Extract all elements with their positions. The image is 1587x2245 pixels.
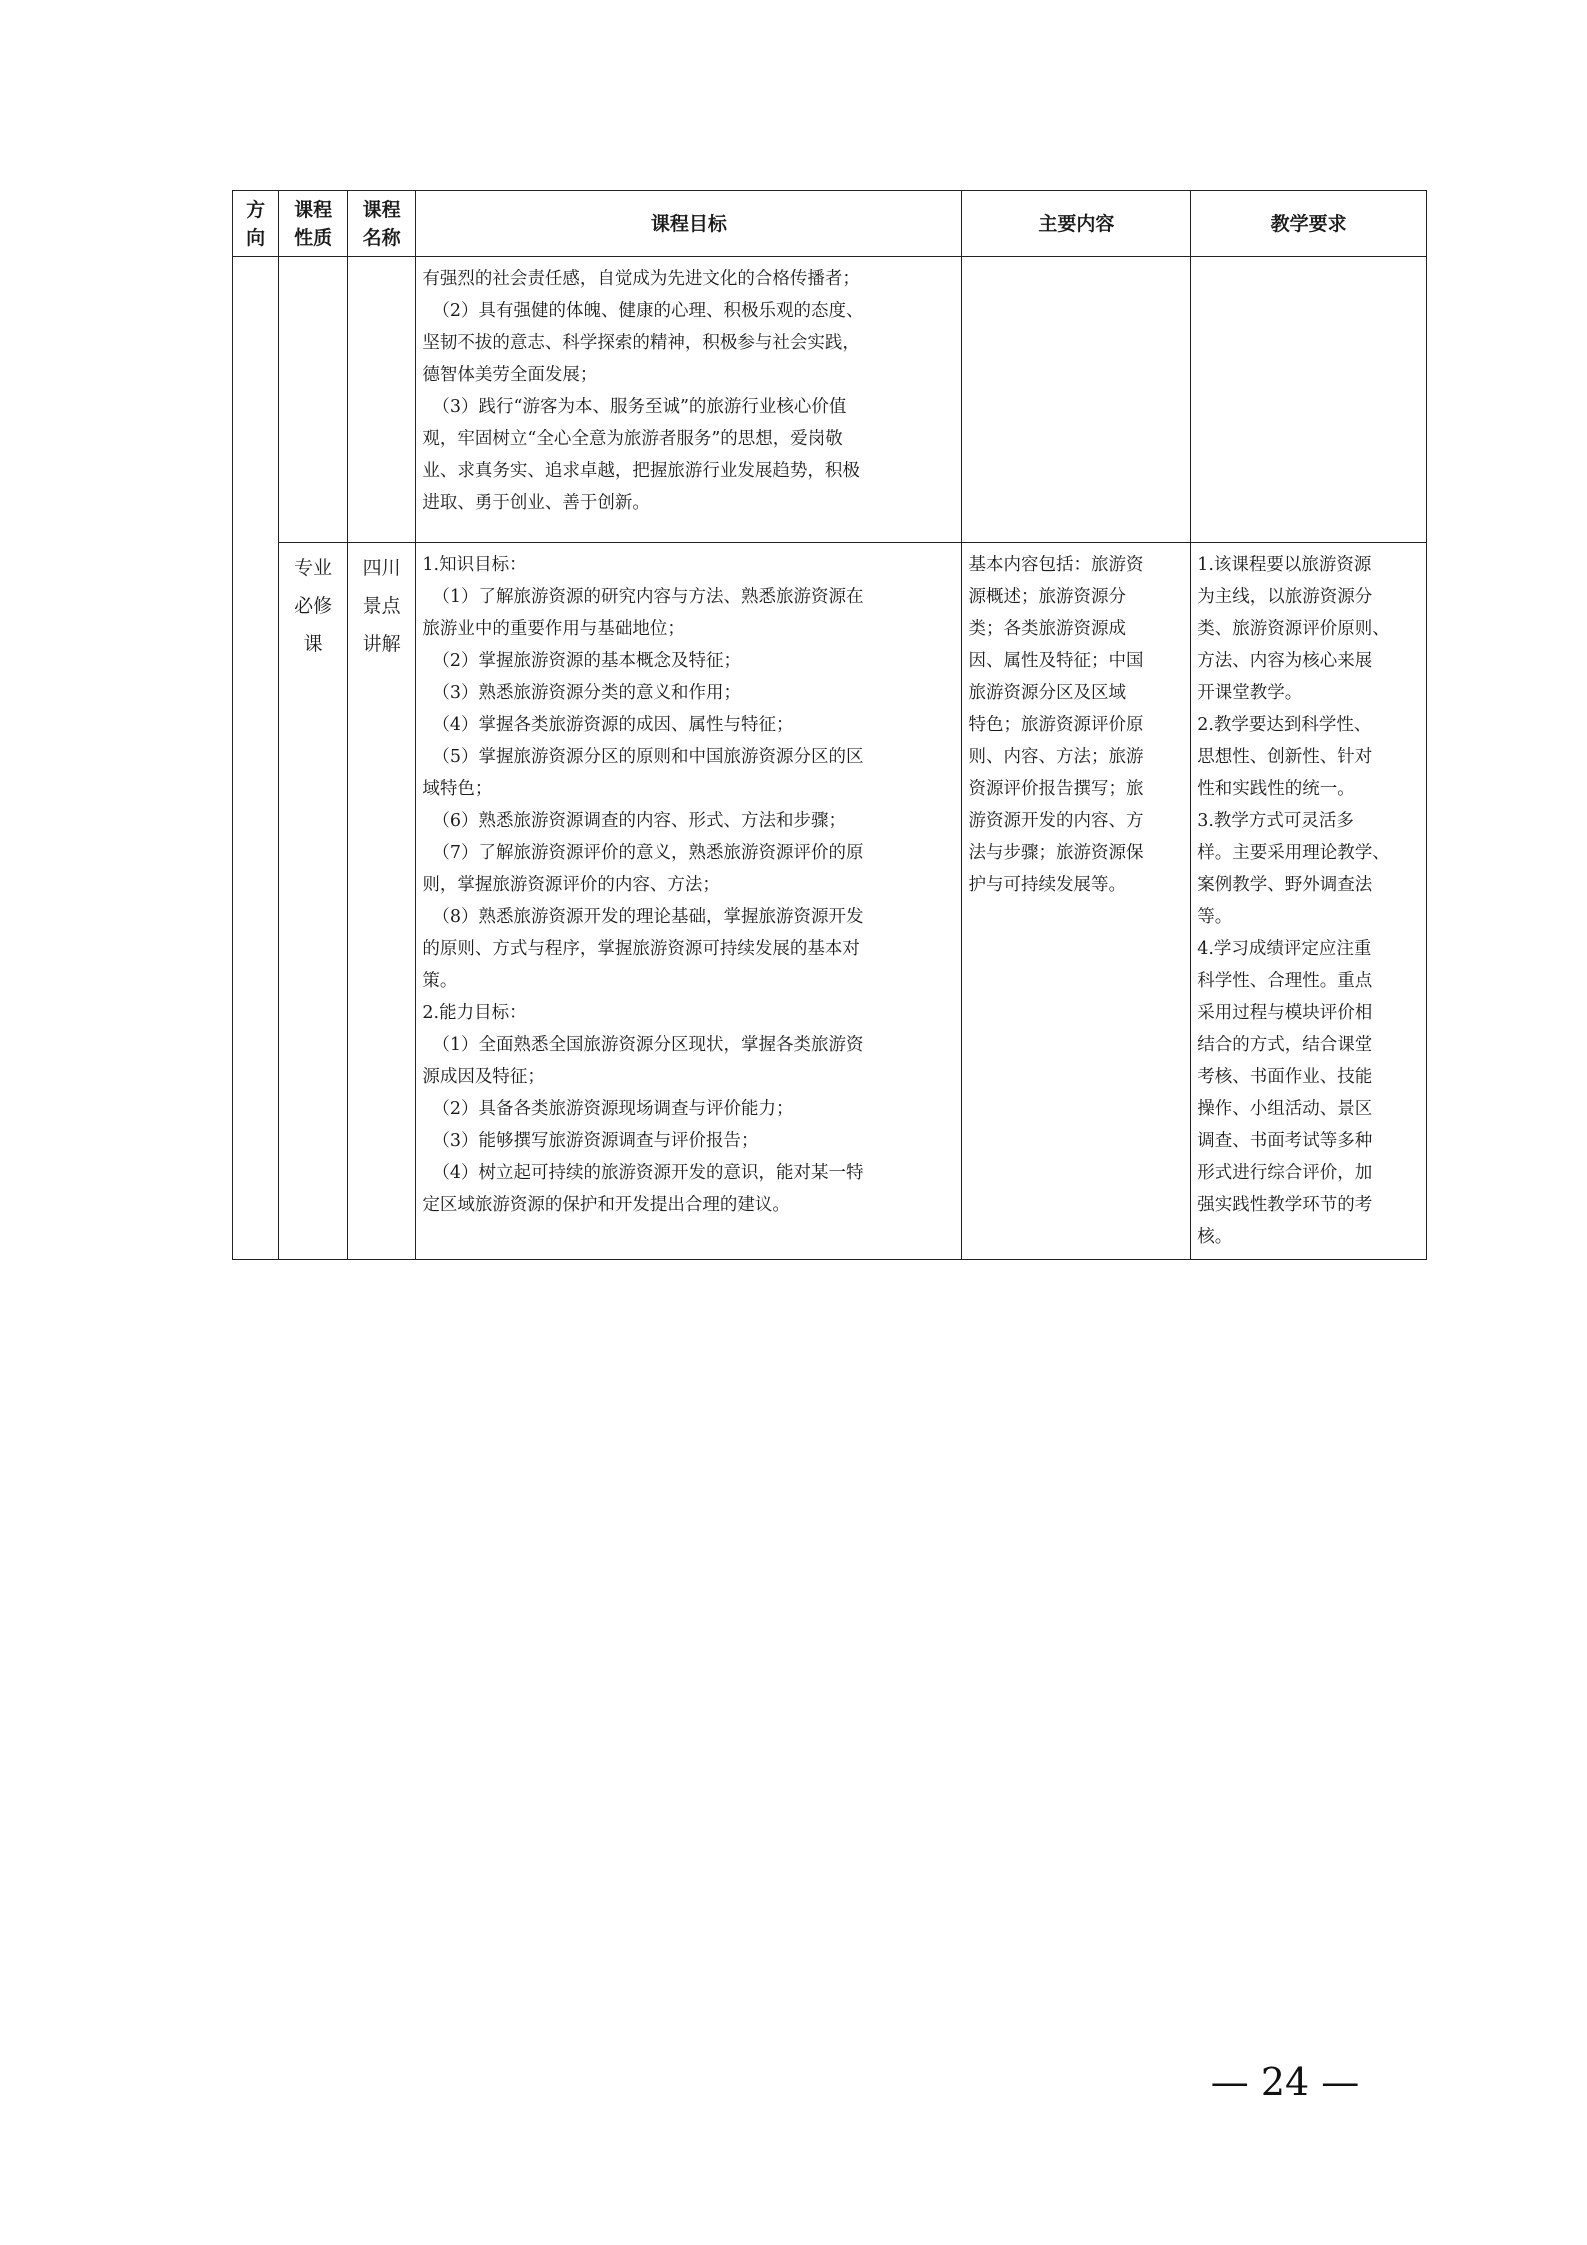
- requirement-line: 性和实践性的统一。: [1197, 779, 1355, 799]
- header-course-type: 课程 性质: [279, 191, 348, 257]
- requirement-line: 调查、书面考试等多种: [1197, 1131, 1373, 1151]
- requirement-line: 方法、内容为核心来展: [1197, 651, 1373, 671]
- header-direction: 方 向: [233, 191, 279, 257]
- content-line: 游资源开发的内容、方: [968, 811, 1144, 831]
- goal-line: 德智体美劳全面发展；: [422, 365, 598, 385]
- requirement-line: 思想性、创新性、针对: [1197, 747, 1373, 767]
- goal-line: （4）掌握各类旅游资源的成因、属性与特征；: [432, 715, 794, 735]
- goal-line: 有强烈的社会责任感，自觉成为先进文化的合格传播者；: [422, 269, 860, 289]
- goal-line: （1）了解旅游资源的研究内容与方法、熟悉旅游资源在: [432, 587, 864, 607]
- requirement-line: 案例教学、野外调查法: [1197, 875, 1373, 895]
- page-number: — 24 —: [1210, 2060, 1360, 2104]
- table-header-row: [233, 191, 1427, 257]
- goal-line: （2）具备各类旅游资源现场调查与评价能力；: [432, 1099, 794, 1119]
- goal-line: 2.能力目标：: [422, 1003, 527, 1023]
- header-content: 主要内容: [962, 191, 1191, 257]
- goal-line: （3）熟悉旅游资源分类的意义和作用；: [432, 683, 742, 703]
- goal-cell: [416, 257, 962, 543]
- table-row: [233, 543, 1427, 1260]
- content-line: 源概述；旅游资源分: [968, 587, 1126, 607]
- goal-line: 则，掌握旅游资源评价的内容、方法；: [422, 875, 720, 895]
- content-line: 类；各类旅游资源成: [968, 619, 1126, 639]
- content-cell: [962, 543, 1191, 1260]
- content-line: 护与可持续发展等。: [968, 875, 1126, 895]
- header-course-name: 课程 名称: [347, 191, 416, 257]
- requirement-line: 科学性、合理性。重点: [1197, 971, 1373, 991]
- requirement-line: 等。: [1197, 907, 1233, 927]
- content-line: 基本内容包括：旅游资: [968, 555, 1144, 575]
- requirement-line: 3.教学方式可灵活多: [1197, 811, 1354, 831]
- requirement-line: 形式进行综合评价，加: [1197, 1163, 1373, 1183]
- header-requirements: 教学要求: [1191, 191, 1427, 257]
- requirement-line: 考核、书面作业、技能: [1197, 1067, 1373, 1087]
- requirement-line: 开课堂教学。: [1197, 683, 1303, 703]
- course-type-cell: [279, 257, 348, 543]
- goal-line: 域特色；: [422, 779, 493, 799]
- requirement-line: 为主线，以旅游资源分: [1197, 587, 1373, 607]
- content-cell: [962, 257, 1191, 543]
- goal-line: （6）熟悉旅游资源调查的内容、形式、方法和步骤；: [432, 811, 847, 831]
- goal-line: 进取、勇于创业、善于创新。: [422, 493, 650, 513]
- course-name-cell: [347, 257, 416, 543]
- curriculum-table: [232, 190, 1427, 1260]
- goal-line: （7）了解旅游资源评价的意义，熟悉旅游资源评价的原: [432, 843, 864, 863]
- goal-line: （1）全面熟悉全国旅游资源分区现状，掌握各类旅游资: [432, 1035, 864, 1055]
- goal-line: 源成因及特征；: [422, 1067, 545, 1087]
- goal-line: （2）掌握旅游资源的基本概念及特征；: [432, 651, 742, 671]
- goal-line: 坚韧不拔的意志、科学探索的精神，积极参与社会实践，: [422, 333, 860, 353]
- goal-line: （2）具有强健的体魄、健康的心理、积极乐观的态度、: [432, 301, 864, 321]
- content-line: 资源评价报告撰写；旅: [968, 779, 1144, 799]
- requirement-line: 操作、小组活动、景区: [1197, 1099, 1373, 1119]
- goal-line: 业、求真务实、追求卓越，把握旅游行业发展趋势，积极: [422, 461, 860, 481]
- content-line: 因、属性及特征；中国: [968, 651, 1144, 671]
- content-line: 则、内容、方法；旅游: [968, 747, 1144, 767]
- goal-line: 旅游业中的重要作用与基础地位；: [422, 619, 685, 639]
- requirement-line: 2.教学要达到科学性、: [1197, 715, 1372, 735]
- goal-line: 的原则、方式与程序，掌握旅游资源可持续发展的基本对: [422, 939, 860, 959]
- content-line: 特色；旅游资源评价原: [968, 715, 1144, 735]
- requirement-line: 4.学习成绩评定应注重: [1197, 939, 1372, 959]
- content-line: 旅游资源分区及区域: [968, 683, 1126, 703]
- course-type-cell: 专业 必修 课: [279, 543, 348, 1260]
- direction-cell: [233, 257, 279, 1260]
- goal-cell: [416, 543, 962, 1260]
- goal-line: 观，牢固树立“全心全意为旅游者服务”的思想，爱岗敬: [422, 429, 843, 449]
- goal-line: （5）掌握旅游资源分区的原则和中国旅游资源分区的区: [432, 747, 864, 767]
- course-name-cell: 四川 景点 讲解: [347, 543, 416, 1260]
- goal-line: （3）践行“游客为本、服务至诚”的旅游行业核心价值: [432, 397, 847, 417]
- table-row: [233, 257, 1427, 543]
- requirements-cell: [1191, 543, 1427, 1260]
- requirements-cell: [1191, 257, 1427, 543]
- requirement-line: 强实践性教学环节的考: [1197, 1195, 1373, 1215]
- requirement-line: 类、旅游资源评价原则、: [1197, 619, 1390, 639]
- goal-line: 1.知识目标：: [422, 555, 527, 575]
- requirement-line: 核。: [1197, 1227, 1233, 1247]
- goal-line: （4）树立起可持续的旅游资源开发的意识，能对某一特: [432, 1163, 864, 1183]
- header-goal: 课程目标: [416, 191, 962, 257]
- requirement-line: 结合的方式，结合课堂: [1197, 1035, 1373, 1055]
- requirement-line: 样。主要采用理论教学、: [1197, 843, 1390, 863]
- content-line: 法与步骤；旅游资源保: [968, 843, 1144, 863]
- requirement-line: 1.该课程要以旅游资源: [1197, 555, 1372, 575]
- goal-line: （8）熟悉旅游资源开发的理论基础，掌握旅游资源开发: [432, 907, 864, 927]
- goal-line: （3）能够撰写旅游资源调查与评价报告；: [432, 1131, 759, 1151]
- goal-line: 定区域旅游资源的保护和开发提出合理的建议。: [422, 1195, 790, 1215]
- requirement-line: 采用过程与模块评价相: [1197, 1003, 1373, 1023]
- goal-line: 策。: [422, 971, 458, 991]
